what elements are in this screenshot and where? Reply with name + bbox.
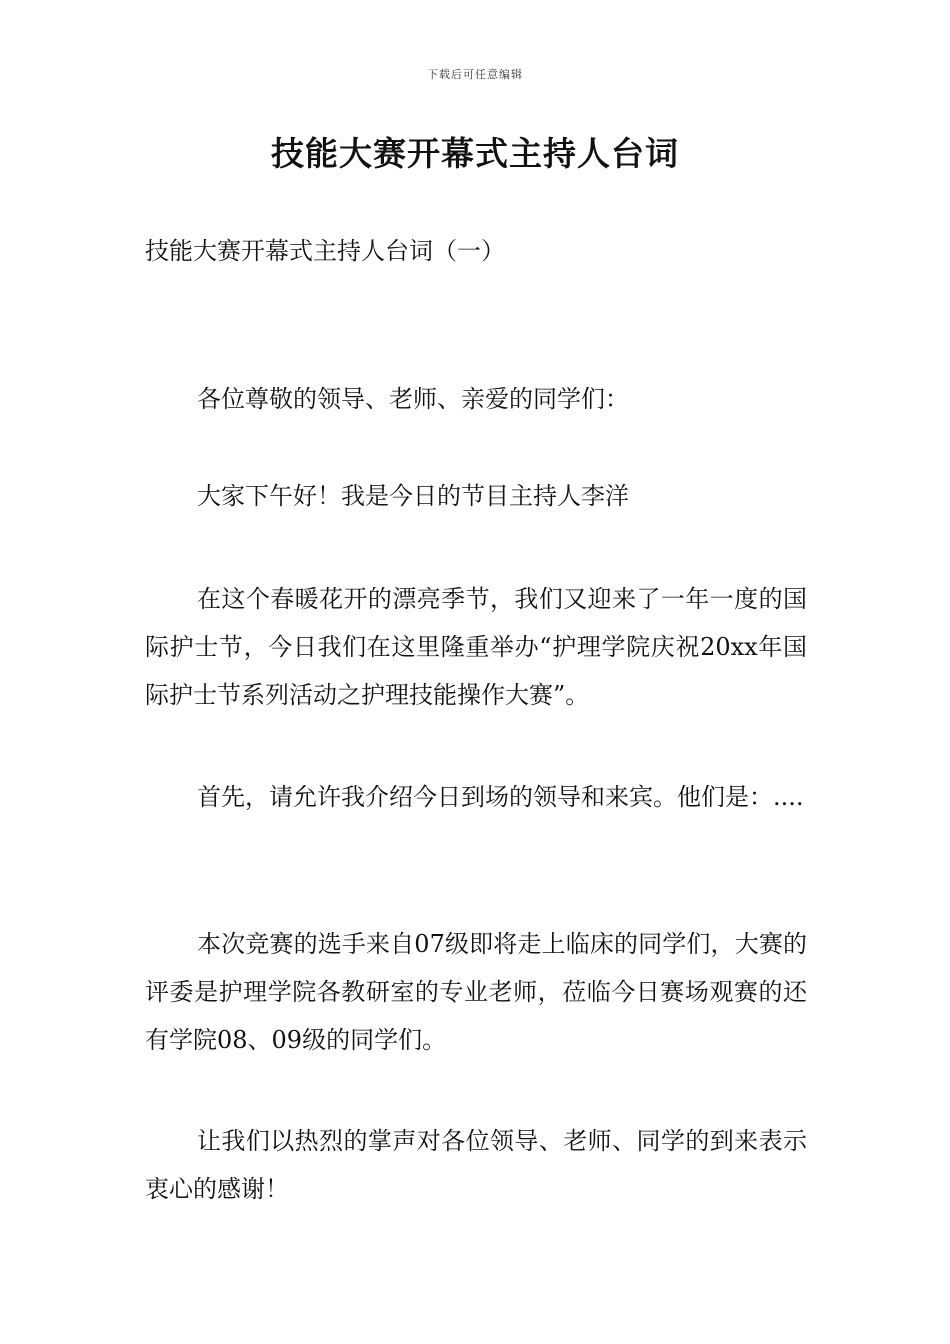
paragraph-introduction: 大家下午好！我是今日的节目主持人李洋 [197, 482, 629, 510]
paragraph-participants: 本次竞赛的选手来自07级即将走上临床的同学们，大赛的评委是护理学院各教研室的专业老师，莅临今日赛场观赛的还有学院08、09级的同学们。 [145, 930, 807, 1054]
paragraph-guests: 首先，请允许我介绍今日到场的领导和来宾。他们是：.... [197, 783, 804, 811]
paragraph-greeting: 各位尊敬的领导、老师、亲爱的同学们： [197, 385, 629, 413]
section-subtitle: 技能大赛开幕式主持人台词（一） [145, 237, 505, 265]
document-title: 技能大赛开幕式主持人台词 [271, 134, 679, 173]
paragraph-event-description: 在这个春暖花开的漂亮季节，我们又迎来了一年一度的国际护士节，今日我们在这里隆重举办“护理学院庆祝20xx年国际护士节系列活动之护理技能操作大赛”。 [145, 585, 807, 709]
header-note: 下载后可任意编辑 [427, 68, 523, 81]
paragraph-thanks: 让我们以热烈的掌声对各位领导、老师、同学的到来表示衷心的感谢！ [145, 1127, 807, 1203]
